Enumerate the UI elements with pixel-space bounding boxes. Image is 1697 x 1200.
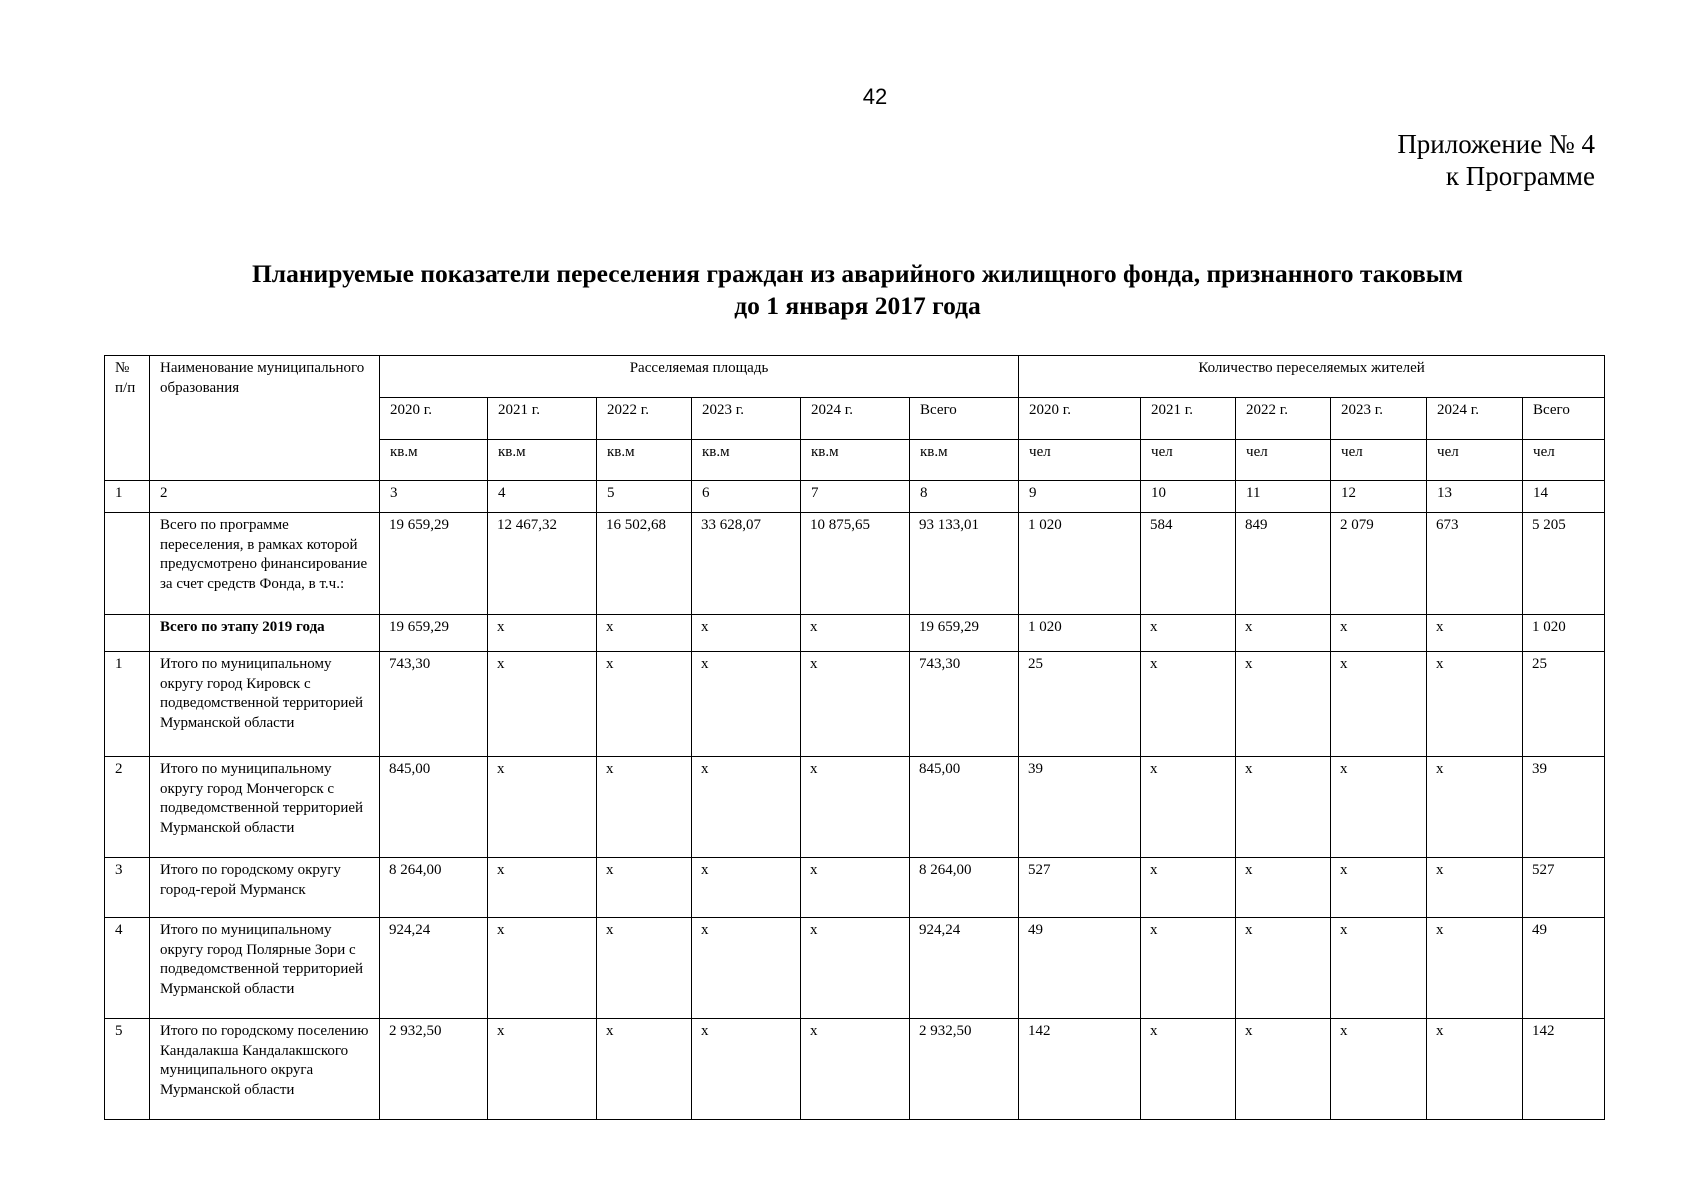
row-num-cell: 1: [105, 652, 150, 757]
row-value-cell: x: [692, 615, 801, 652]
row-value-cell: 16 502,68: [597, 513, 692, 615]
row-value-cell: 5 205: [1523, 513, 1605, 615]
header-unit-cell: кв.м: [380, 440, 488, 481]
row-value-cell: 743,30: [910, 652, 1019, 757]
document-title: [95, 258, 1620, 322]
row-value-cell: 8 264,00: [380, 858, 488, 918]
row-value-cell: x: [488, 918, 597, 1019]
row-value-cell: 584: [1141, 513, 1236, 615]
row-value-cell: 1 020: [1019, 513, 1141, 615]
row-value-cell: 1 020: [1019, 615, 1141, 652]
header-year-cell: 2024 г.: [1427, 398, 1523, 440]
row-value-cell: 1 020: [1523, 615, 1605, 652]
row-value-cell: 25: [1019, 652, 1141, 757]
row-value-cell: x: [597, 615, 692, 652]
row-value-cell: 10 875,65: [801, 513, 910, 615]
row-name-cell: Всего по программе переселения, в рамках которой предусмотрено финансирование за счет средств Фонда, в т.ч.:: [150, 513, 380, 615]
column-number-cell: 4: [488, 481, 597, 513]
appendix-line-1: Приложение № 4: [1397, 129, 1595, 159]
row-value-cell: x: [597, 757, 692, 858]
row-value-cell: x: [1331, 757, 1427, 858]
header-unit-cell: кв.м: [488, 440, 597, 481]
column-number-cell: 8: [910, 481, 1019, 513]
row-name-cell: Итого по городскому округу город-герой Мурманск: [150, 858, 380, 918]
row-value-cell: x: [692, 757, 801, 858]
title-line-2: до 1 января 2017 года: [734, 291, 981, 320]
row-value-cell: x: [692, 858, 801, 918]
row-value-cell: x: [1427, 918, 1523, 1019]
row-value-cell: x: [1236, 918, 1331, 1019]
header-num: № п/п: [105, 356, 150, 481]
column-number-cell: 2: [150, 481, 380, 513]
row-value-cell: 924,24: [380, 918, 488, 1019]
header-unit-cell: кв.м: [801, 440, 910, 481]
row-value-cell: 845,00: [380, 757, 488, 858]
row-value-cell: x: [597, 652, 692, 757]
row-value-cell: 527: [1523, 858, 1605, 918]
header-year-cell: 2022 г.: [1236, 398, 1331, 440]
header-year-cell: 2022 г.: [597, 398, 692, 440]
row-value-cell: x: [1236, 757, 1331, 858]
title-line-1: Планируемые показатели переселения граждан из аварийного жилищного фонда, признанного таковым: [251, 259, 1464, 288]
row-value-cell: x: [597, 918, 692, 1019]
row-value-cell: x: [1427, 1019, 1523, 1120]
row-value-cell: x: [1141, 652, 1236, 757]
row-value-cell: x: [597, 858, 692, 918]
row-value-cell: x: [1331, 1019, 1427, 1120]
row-value-cell: x: [692, 652, 801, 757]
header-year-cell: 2020 г.: [380, 398, 488, 440]
row-value-cell: 19 659,29: [380, 615, 488, 652]
row-value-cell: x: [1427, 858, 1523, 918]
row-num-cell: [105, 615, 150, 652]
header-year-cell: Всего: [1523, 398, 1605, 440]
header-unit-cell: кв.м: [910, 440, 1019, 481]
row-value-cell: 845,00: [910, 757, 1019, 858]
table-row: [105, 918, 1605, 1019]
row-value-cell: 19 659,29: [910, 615, 1019, 652]
row-name-cell: Итого по муниципальному округу город Кировск с подведомственной территорией Мурманской области: [150, 652, 380, 757]
row-num-cell: 2: [105, 757, 150, 858]
header-year-cell: 2021 г.: [1141, 398, 1236, 440]
row-value-cell: x: [488, 858, 597, 918]
table-row: [105, 513, 1605, 615]
column-number-cell: 1: [105, 481, 150, 513]
row-value-cell: x: [1236, 615, 1331, 652]
row-value-cell: 49: [1019, 918, 1141, 1019]
row-value-cell: x: [488, 1019, 597, 1120]
row-value-cell: x: [1331, 615, 1427, 652]
row-value-cell: x: [801, 615, 910, 652]
header-unit-cell: чел: [1523, 440, 1605, 481]
row-value-cell: 527: [1019, 858, 1141, 918]
row-name-cell: Итого по городскому поселению Кандалакша Кандалакшского муниципального округа Мурманской области: [150, 1019, 380, 1120]
row-num-cell: [105, 513, 150, 615]
row-value-cell: x: [801, 1019, 910, 1120]
row-value-cell: x: [1141, 918, 1236, 1019]
table-row: [105, 1019, 1605, 1120]
row-value-cell: 19 659,29: [380, 513, 488, 615]
column-number-cell: 14: [1523, 481, 1605, 513]
row-value-cell: x: [488, 757, 597, 858]
header-unit-cell: чел: [1427, 440, 1523, 481]
page-number: 42: [862, 84, 888, 109]
row-value-cell: x: [1331, 918, 1427, 1019]
column-number-cell: 10: [1141, 481, 1236, 513]
table-row: [105, 652, 1605, 757]
row-num-cell: 4: [105, 918, 150, 1019]
row-value-cell: x: [801, 652, 910, 757]
header-unit-cell: кв.м: [597, 440, 692, 481]
row-value-cell: 39: [1019, 757, 1141, 858]
row-num-cell: 5: [105, 1019, 150, 1120]
table-row: [105, 757, 1605, 858]
row-value-cell: x: [1236, 858, 1331, 918]
column-number-cell: 3: [380, 481, 488, 513]
row-value-cell: x: [692, 1019, 801, 1120]
row-value-cell: 49: [1523, 918, 1605, 1019]
row-value-cell: 924,24: [910, 918, 1019, 1019]
row-value-cell: x: [1236, 1019, 1331, 1120]
row-value-cell: 2 932,50: [910, 1019, 1019, 1120]
row-value-cell: x: [1331, 858, 1427, 918]
row-value-cell: 25: [1523, 652, 1605, 757]
row-value-cell: 743,30: [380, 652, 488, 757]
header-row-groups: [105, 356, 1605, 398]
column-number-cell: 9: [1019, 481, 1141, 513]
row-value-cell: x: [488, 615, 597, 652]
header-residents-group: Количество переселяемых жителей: [1019, 356, 1605, 398]
row-value-cell: x: [692, 918, 801, 1019]
column-number-cell: 13: [1427, 481, 1523, 513]
row-value-cell: x: [1427, 615, 1523, 652]
row-value-cell: 93 133,01: [910, 513, 1019, 615]
header-year-cell: Всего: [910, 398, 1019, 440]
row-value-cell: x: [1141, 757, 1236, 858]
row-value-cell: 673: [1427, 513, 1523, 615]
column-number-cell: 12: [1331, 481, 1427, 513]
row-num-cell: 3: [105, 858, 150, 918]
table-row: [105, 615, 1605, 652]
row-value-cell: 142: [1019, 1019, 1141, 1120]
column-numbers-row: [105, 481, 1605, 513]
appendix-line-2: к Программе: [1445, 161, 1595, 191]
column-number-cell: 7: [801, 481, 910, 513]
header-year-cell: 2021 г.: [488, 398, 597, 440]
header-unit-cell: чел: [1331, 440, 1427, 481]
row-value-cell: x: [801, 757, 910, 858]
row-value-cell: x: [1331, 652, 1427, 757]
header-area-group: Расселяемая площадь: [380, 356, 1019, 398]
header-year-cell: 2023 г.: [1331, 398, 1427, 440]
row-value-cell: x: [1427, 757, 1523, 858]
row-name-cell: Всего по этапу 2019 года: [150, 615, 380, 652]
header-unit-cell: кв.м: [692, 440, 801, 481]
row-value-cell: 33 628,07: [692, 513, 801, 615]
row-value-cell: x: [1236, 652, 1331, 757]
row-name-cell: Итого по муниципальному округу город Полярные Зори с подведомственной территорией Мурманской области: [150, 918, 380, 1019]
row-value-cell: x: [1141, 1019, 1236, 1120]
header-unit-cell: чел: [1141, 440, 1236, 481]
row-value-cell: 142: [1523, 1019, 1605, 1120]
header-unit-cell: чел: [1019, 440, 1141, 481]
row-value-cell: x: [488, 652, 597, 757]
row-name-cell: Итого по муниципальному округу город Мончегорск с подведомственной территорией Мурманской области: [150, 757, 380, 858]
column-number-cell: 11: [1236, 481, 1331, 513]
row-value-cell: x: [1141, 858, 1236, 918]
row-value-cell: 12 467,32: [488, 513, 597, 615]
row-value-cell: 2 932,50: [380, 1019, 488, 1120]
row-value-cell: 39: [1523, 757, 1605, 858]
column-number-cell: 6: [692, 481, 801, 513]
row-value-cell: x: [801, 918, 910, 1019]
table-row: [105, 858, 1605, 918]
header-year-cell: 2024 г.: [801, 398, 910, 440]
header-year-cell: 2023 г.: [692, 398, 801, 440]
header-name: Наименование муниципального образования: [150, 356, 380, 481]
appendix-caption: [1397, 128, 1595, 192]
resettlement-table: [104, 355, 1605, 1120]
row-value-cell: 849: [1236, 513, 1331, 615]
row-value-cell: x: [801, 858, 910, 918]
row-value-cell: x: [1141, 615, 1236, 652]
row-value-cell: 8 264,00: [910, 858, 1019, 918]
row-value-cell: 2 079: [1331, 513, 1427, 615]
header-year-cell: 2020 г.: [1019, 398, 1141, 440]
column-number-cell: 5: [597, 481, 692, 513]
row-value-cell: x: [1427, 652, 1523, 757]
header-unit-cell: чел: [1236, 440, 1331, 481]
row-value-cell: x: [597, 1019, 692, 1120]
